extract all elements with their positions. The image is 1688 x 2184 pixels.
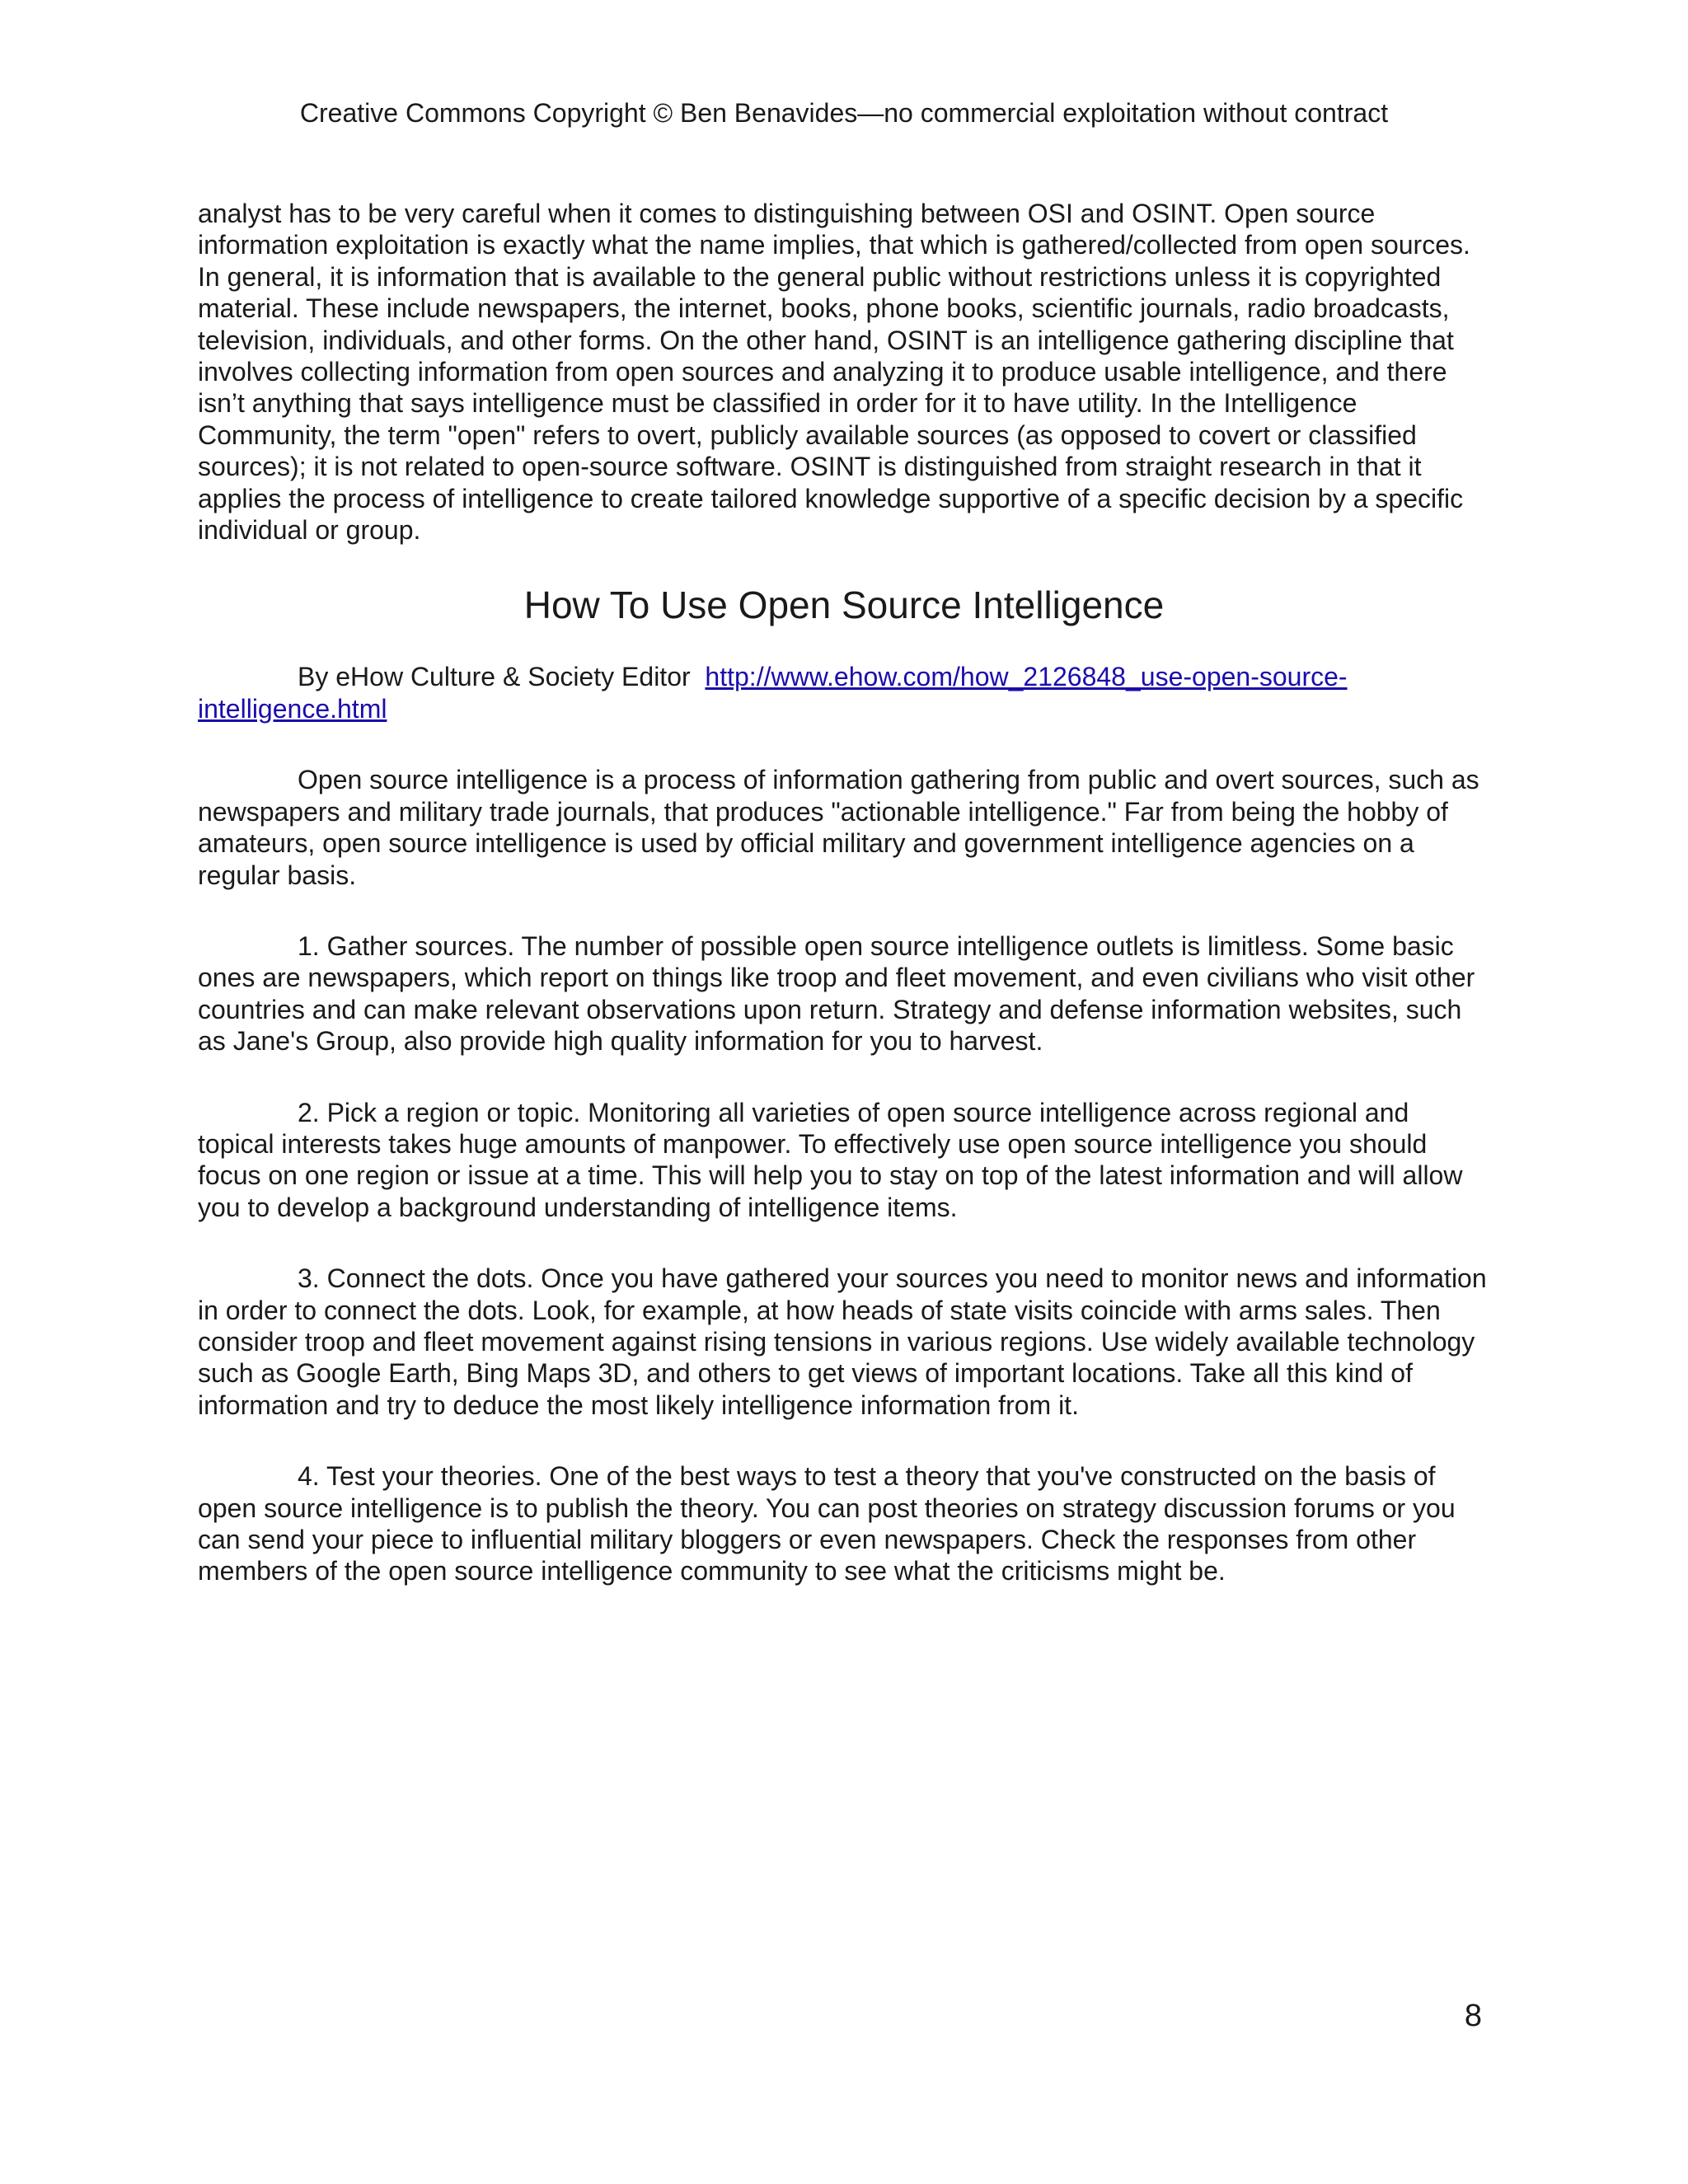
- document-body: [198, 198, 1490, 1587]
- byline-author: By eHow Culture & Society Editor: [298, 662, 691, 692]
- byline: [198, 661, 1490, 724]
- paragraph-overview: Open source intelligence is a process of information gathering from public and overt sources, such as newspapers and military trade journals, that produces "actionable intelligence." Far from being the hobby of amateurs, open source intelligence is used by official military and government intelligence agencies on a regular basis.: [198, 765, 1479, 890]
- paragraph-step-2: 2. Pick a region or topic. Monitoring all varieties of open source intelligence across regional and topical interests takes huge amounts of manpower. To effectively use open source intelligence you should focus on one region or issue at a time. This will help you to stay on top of the latest information and will allow you to develop a background understanding of intelligence items.: [198, 1097, 1463, 1222]
- paragraph-step-4: 4. Test your theories. One of the best ways to test a theory that you've constructed on the basis of open source intelligence is to publish the theory. You can post theories on strategy discussion forums or you can send your piece to influential military bloggers or even newspapers. Check the responses from other members of the open source intelligence community to see what the criticisms might be.: [198, 1461, 1456, 1586]
- page-header: Creative Commons Copyright © Ben Benavides—no commercial exploitation without contract: [299, 98, 1389, 128]
- paragraph-step-1: 1. Gather sources. The number of possible open source intelligence outlets is limitless. Some basic ones are newspapers, which report on things like troop and fleet movement, and even civilians who visit other countries and can make relevant observations upon return. Strategy and defense information websites, such as Jane's Group, also provide high quality information for you to harvest.: [198, 930, 1475, 1057]
- section-heading: How To Use Open Source Intelligence: [523, 583, 1165, 627]
- intro-paragraph: analyst has to be very careful when it comes to distinguishing between OSI and OSINT. Open source information exploitation is exactly what the name implies, that which is gathered/collected from open sources. In general, it is information that is available to the general public without restrictions unless it is copyrighted material. These include newspapers, the internet, books, phone books, scientific journals, radio broadcasts, television, individuals, and other forms. On the other hand, OSINT is an intelligence gathering discipline that involves collecting information from open sources and analyzing it to produce usable intelligence, and there isn’t anything that says intelligence must be classified in order for it to have utility. In the Intelligence Community, the term "open" refers to overt, publicly available sources (as opposed to covert or classified sources); it is not related to open-source software. OSINT is distinguished from straight research in that it applies the process of intelligence to create tailored knowledge supportive of a specific decision by a specific individual or group.: [198, 199, 1470, 546]
- paragraph-step-3: 3. Connect the dots. Once you have gathered your sources you need to monitor news and information in order to connect the dots. Look, for example, at how heads of state visits coincide with arms sales. Then consider troop and fleet movement against rising tensions in various regions. Use widely available technology such as Google Earth, Bing Maps 3D, and others to get views of important locations. Take all this kind of information and try to deduce the most likely intelligence information from it.: [198, 1263, 1487, 1420]
- source-link[interactable]: http://www.ehow.com/how_2126848_use-open-source-intelligence.html: [198, 662, 1348, 724]
- page-number: 8: [1464, 1999, 1482, 2033]
